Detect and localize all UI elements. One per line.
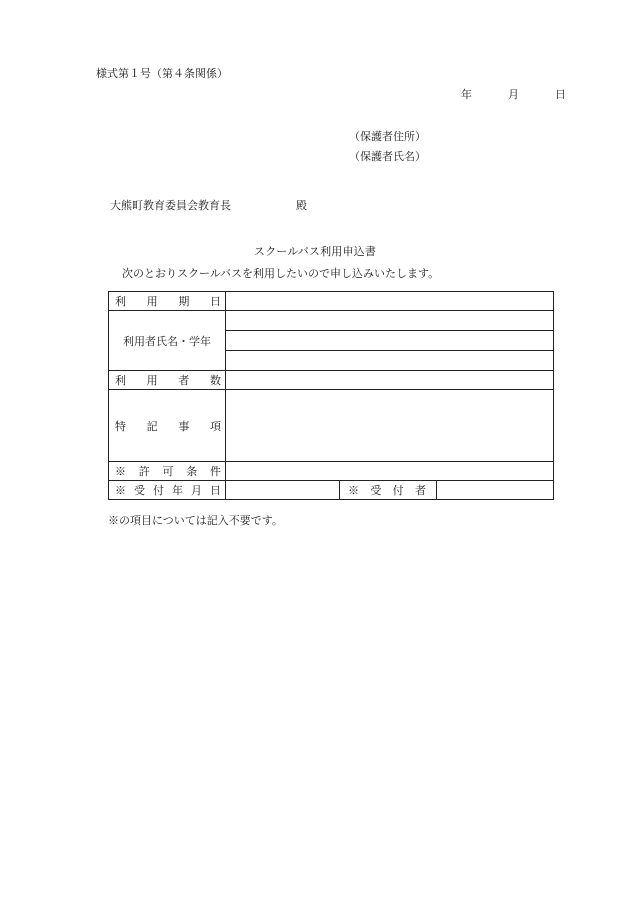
receiver-label: ※ 受 付 者 [340,481,437,500]
user-name-field-2[interactable] [226,331,554,351]
permit-conditions-field[interactable] [226,462,554,481]
receiver-field[interactable] [437,481,554,500]
addressee-honorific: 殿 [296,199,307,212]
special-notes-label: 特 記 事 項 [109,390,226,462]
usage-period-label: 利 用 期 日 [109,292,226,311]
permit-conditions-label: ※ 許 可 条 件 [109,462,226,481]
footnote: ※の項目については記入不要です。 [108,514,283,527]
application-form-table [108,291,554,500]
user-name-field-3[interactable] [226,351,554,371]
date-year-label: 年 [461,88,472,101]
guardian-address-label: （保護者住所） [349,130,426,143]
table-row [109,292,554,311]
user-names-label: 利用者氏名・学年 [109,311,226,371]
user-count-label: 利 用 者 数 [109,371,226,390]
usage-period-field[interactable] [226,292,554,311]
document-title: スクールバス利用申込書 [253,245,377,258]
form-number: 様式第１号（第４条関係） [96,67,228,80]
date-month-label: 月 [508,88,519,101]
guardian-name-label: （保護者氏名） [349,150,426,163]
addressee-name: 大熊町教育委員会教育長 [110,199,231,212]
table-row [109,462,554,481]
receipt-date-label: ※ 受 付 年 月 日 [109,481,226,500]
user-name-field-1[interactable] [226,311,554,331]
special-notes-field[interactable] [226,390,554,462]
intro-text: 次のとおりスクールバスを利用したいので申し込みいたします。 [122,267,440,280]
table-row [109,311,554,331]
date-day-label: 日 [555,88,566,101]
receipt-date-field[interactable] [226,481,340,500]
table-row [109,481,554,500]
user-count-field[interactable] [226,371,554,390]
table-row [109,390,554,462]
table-row [109,371,554,390]
